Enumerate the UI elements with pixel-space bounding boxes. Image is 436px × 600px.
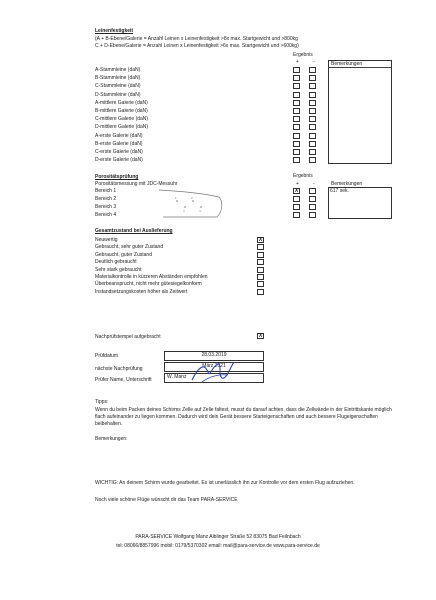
zustand-checkbox[interactable] [257, 244, 264, 250]
leinen-plus-checkbox[interactable] [293, 133, 300, 139]
leinen-plus-checkbox[interactable] [293, 83, 300, 89]
leinen-plus-checkbox[interactable] [293, 141, 300, 147]
leinen-row-label: C-Stammleine (daN) [95, 83, 141, 90]
pruefer-signature [188, 358, 238, 386]
leinen-minus-checkbox[interactable] [309, 149, 316, 155]
stempel-label: Nachprüfstempel aufgebracht [95, 334, 161, 340]
leinen-bemerkungen-header: Bemerkungen [331, 61, 363, 67]
poro-minus-checkbox[interactable] [309, 196, 316, 202]
zustand-row-label: Überbeansprucht, nicht mehr gütesiegelkonform [95, 281, 202, 288]
svg-text:1: 1 [175, 196, 177, 200]
leinen-minus-checkbox[interactable] [309, 116, 316, 122]
leinen-ergebnis-header: Ergebnis [293, 52, 313, 58]
leinen-minus-checkbox[interactable] [309, 92, 316, 98]
glider-sketch [157, 187, 227, 223]
naechste-pruefung-label: nächste Nachprüfung [95, 366, 143, 372]
svg-text:2: 2 [191, 196, 193, 200]
zustand-checkbox[interactable] [257, 274, 264, 280]
poro-row-label: Bereich 3 [95, 204, 117, 210]
leinen-minus-checkbox[interactable] [309, 100, 316, 106]
leinen-plus-checkbox[interactable] [293, 124, 300, 130]
gruss-text: Noch viele schöne Flüge wünscht dir das Team PARA-SERVICE [95, 497, 238, 503]
zustand-checkbox[interactable]: X [258, 237, 263, 243]
leinen-minus-checkbox[interactable] [309, 124, 316, 130]
zustand-checkbox[interactable] [257, 289, 264, 295]
poro-remark: 617 sek. [330, 188, 349, 194]
poro-plus-checkbox[interactable] [293, 196, 300, 202]
leinen-plus-checkbox[interactable] [293, 92, 300, 98]
stempel-checkbox[interactable]: X [258, 333, 263, 339]
svg-text:3: 3 [183, 209, 185, 213]
poro-row-label: Bereich 1 [95, 188, 117, 194]
tipps-title: Tipps: [95, 399, 109, 405]
leinen-row-label: A-mittlere Galerie (daN) [95, 99, 148, 106]
poro-plus-checkbox[interactable] [293, 212, 300, 218]
leinen-minus-checkbox[interactable] [309, 108, 316, 114]
poro-plus-checkbox[interactable]: X [294, 188, 299, 194]
leinen-row-label: D-Stammleine (daN) [95, 91, 141, 98]
leinen-plus-checkbox[interactable] [293, 157, 300, 163]
leinen-row-label: C-mittlere Galerie (daN) [95, 116, 149, 123]
leinen-title: Leinenfestigkeit [95, 28, 134, 34]
naechste-pruefung-field[interactable]: März 2021 [164, 362, 264, 372]
zustand-checkbox[interactable] [257, 259, 264, 265]
leinen-remarks-divider [328, 67, 392, 68]
leinen-row-label: C-erste Galerie (daN) [95, 149, 143, 155]
poro-minus-checkbox[interactable] [309, 188, 316, 194]
zustand-row-label: Materialkontrolle in kürzeren Abständen empfohlen [95, 274, 208, 280]
zustand-checkbox[interactable] [257, 267, 264, 273]
zustand-title: Gesamtzustand bei Auslieferung [95, 228, 173, 234]
pruefdatum-label: Prüfdatum [95, 353, 119, 359]
zustand-row-label: Neuwertig [95, 237, 118, 243]
leinen-minus-checkbox[interactable] [309, 83, 316, 89]
zustand-row-label: Deutlich gebraucht [95, 259, 137, 266]
tipps-line-1: Wenn du beim Packen deines Schirms Zelle auf Zelle faltest, musst du darauf achten, dass die Zellwände in der Eintrittskante möglich [95, 407, 392, 413]
zustand-checkbox[interactable] [257, 252, 264, 258]
bemerkungen-label: Bemerkungen: [95, 436, 128, 442]
zustand-checkbox[interactable] [257, 281, 264, 287]
zustand-row-label: Instandsetzungskosten höher als Zeitwert [95, 288, 188, 295]
poro-minus-checkbox[interactable] [309, 204, 316, 210]
poro-plus-header: + [296, 181, 299, 187]
poro-title: Porositätsprüfung [95, 174, 139, 180]
leinen-row-label: D-mittlere Galerie (daN) [95, 124, 149, 131]
tipps-line-2: flach aufeinander zu liegen kommen. Dadurch wird dein Gerät bessere Starteigenschaften und auch bessere Flugeigenschaften [95, 414, 378, 420]
leinen-row-label: A-Stammleine (daN) [95, 67, 141, 73]
pruefdatum-field[interactable]: 28.03.2019 [164, 351, 264, 361]
poro-row-label: Bereich 4 [95, 212, 117, 218]
leinen-rule-2: C + D-Ebene/Galerie = Anzahl Leinen x Leinenfestigkeit >6x max. Startgewicht und >600kg) [95, 43, 299, 49]
poro-subtitle: Porositätsmessung mit JDC-Messuhr [95, 181, 178, 187]
leinen-plus-checkbox[interactable] [293, 149, 300, 155]
pruefer-field[interactable]: W. Manz [164, 373, 264, 383]
footer-address: PARA-SERVICE Wolfgang Manz Aiblinger Straße 52 83075 Bad Feilnbach [135, 534, 301, 540]
pruefer-label: Prüfer Name, Unterschrift [95, 377, 152, 383]
wichtig-hinweis: WICHTIG: An deinem Schirm wurde gearbeitet. Es ist unerlässlich ihn zur Kontrolle vor dem ersten Flug aufzuziehen. [95, 480, 355, 486]
leinen-minus-checkbox[interactable] [309, 75, 316, 81]
leinen-row-label: D-erste Galerie (daN) [95, 157, 143, 164]
zustand-row-label: Sehr stark gebraucht [95, 266, 142, 273]
svg-text:4: 4 [199, 209, 201, 213]
leinen-remarks-box[interactable] [328, 60, 392, 164]
leinen-rule-1: (A + B-Ebene/Galerie = Anzahl Leinen x Leinenfestigkeit >8x max. Startgewicht und >800kg [95, 36, 298, 42]
poro-row-label: Bereich 2 [95, 196, 117, 202]
leinen-minus-checkbox[interactable] [309, 141, 316, 147]
zustand-row-label: Gebraucht, guter Zustand [95, 251, 152, 258]
leinen-plus-checkbox[interactable] [293, 67, 300, 73]
leinen-plus-header: + [296, 59, 299, 65]
leinen-plus-checkbox[interactable] [293, 75, 300, 81]
leinen-minus-checkbox[interactable] [309, 133, 316, 139]
leinen-row-label: B-Stammleine (daN) [95, 75, 141, 82]
poro-minus-header: - [313, 181, 315, 187]
leinen-plus-checkbox[interactable] [293, 100, 300, 106]
leinen-row-label: A-erste Galerie (daN) [95, 132, 143, 139]
leinen-minus-checkbox[interactable] [309, 157, 316, 163]
leinen-plus-checkbox[interactable] [293, 116, 300, 122]
leinen-row-label: B-erste Galerie (daN) [95, 140, 143, 147]
poro-plus-checkbox[interactable] [293, 204, 300, 210]
zustand-row-label: Gebraucht, sehr guter Zustand [95, 244, 164, 251]
leinen-minus-header: - [313, 59, 315, 65]
leinen-plus-checkbox[interactable] [293, 108, 300, 114]
poro-ergebnis-header: Ergebnis [293, 173, 313, 179]
leinen-minus-checkbox[interactable] [309, 67, 316, 73]
tipps-line-3: beibehalten. [95, 421, 123, 427]
leinen-row-label: B-mittlere Galerie (daN) [95, 108, 148, 114]
footer-contact: tel: 08066/8857996 mobil: 0179/5370302 email: mail@para-service.de www.para-service.de [116, 543, 320, 549]
poro-bemerkungen-header: Bemerkungen [331, 181, 363, 187]
poro-minus-checkbox[interactable] [309, 212, 316, 218]
